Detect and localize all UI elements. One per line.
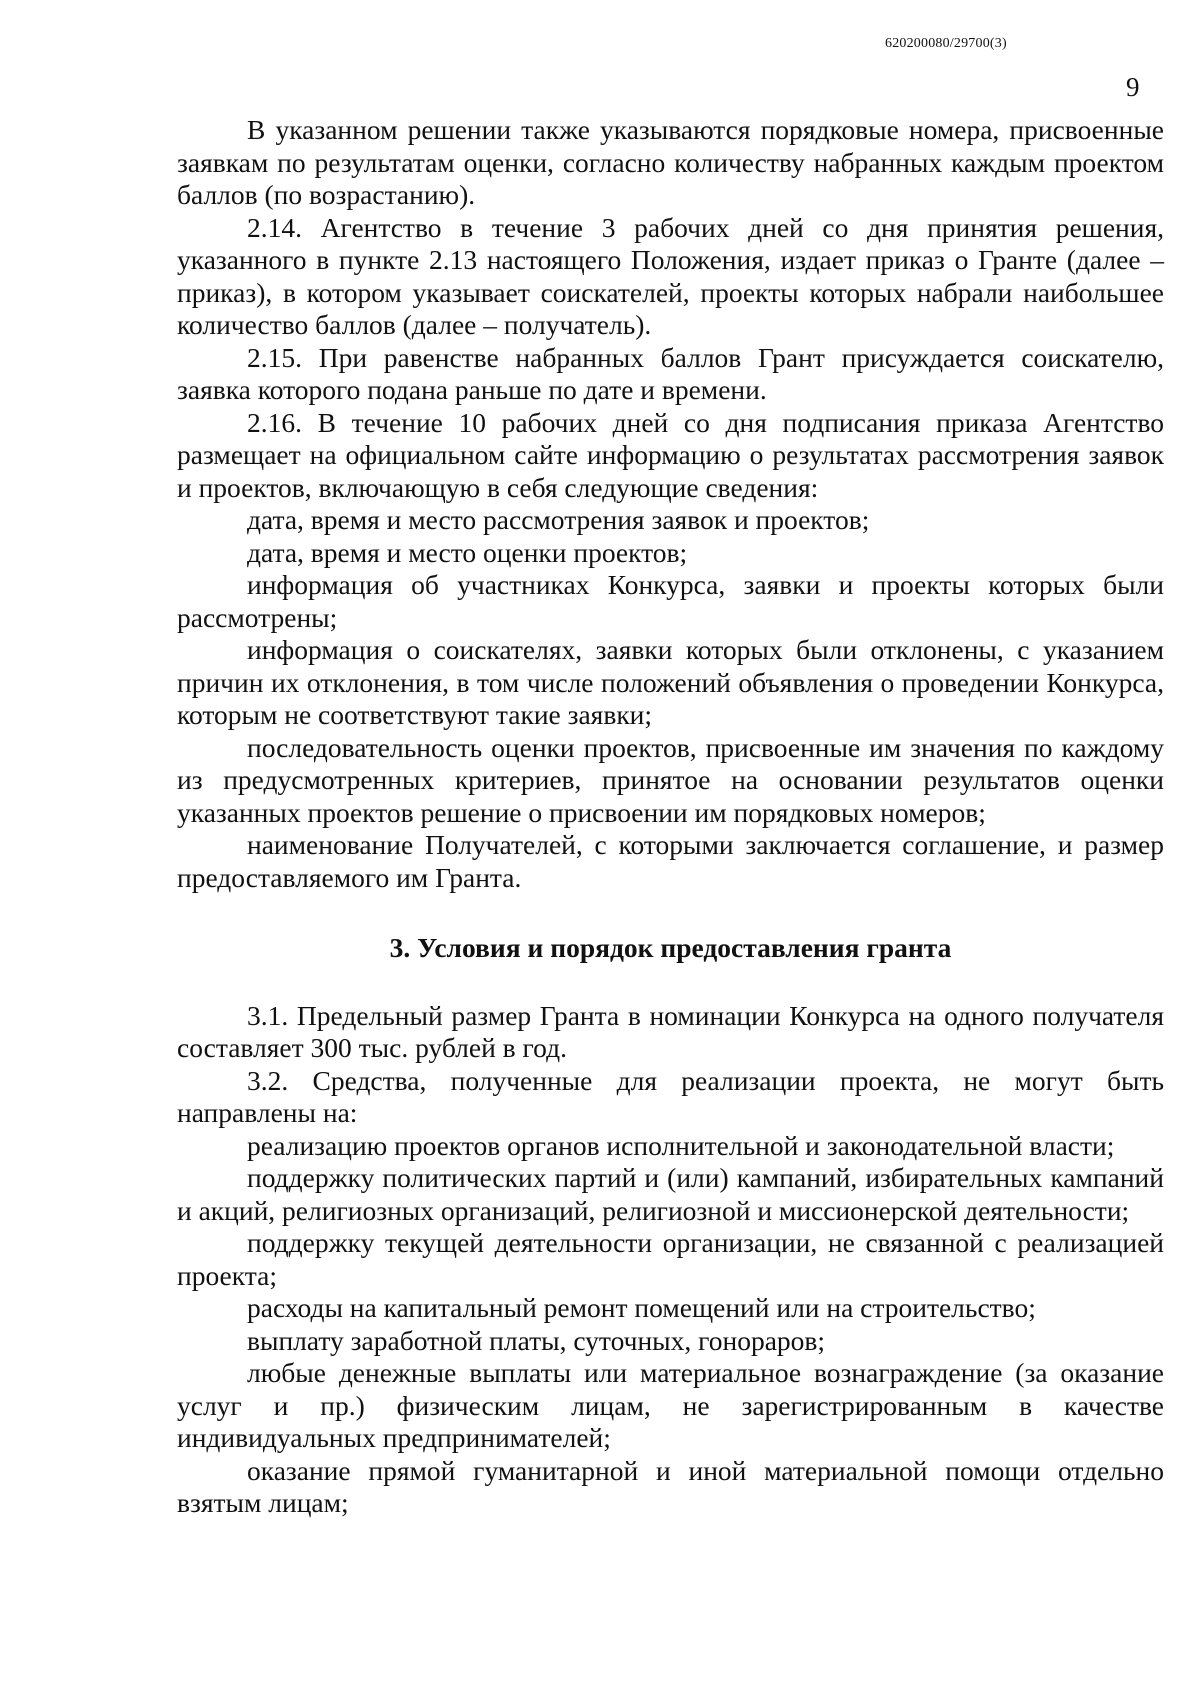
list-item: выплату заработной платы, суточных, гонораров; bbox=[247, 1324, 826, 1356]
list-item: поддержку политических партий и (или) кампаний, избирательных кампаний и акций, религиозных организаций, религиозной и миссионерской деятельности; bbox=[177, 1162, 1164, 1226]
paragraph-3-1: 3.1. Предельный размер Гранта в номинации Конкурса на одного получателя составляет 300 тыс. рублей в год. bbox=[177, 999, 1164, 1063]
list-item: информация о соискателях, заявки которых были отклонены, с указанием причин их отклонения, в том числе положений объявления о проведении Конкурса, которым не соответствуют такие заявки; bbox=[177, 634, 1164, 730]
page-number: 9 bbox=[1126, 72, 1140, 102]
list-item: любые денежные выплаты или материальное вознаграждение (за оказание услуг и пр.) физическим лицам, не зарегистрированным в качестве индивидуальных предпринимателей; bbox=[177, 1357, 1164, 1453]
paragraph-2-14: 2.14. Агентство в течение 3 рабочих дней со дня принятия решения, указанного в пункте 2.13 настоящего Положения, издает приказ о Гранте (далее – приказ), в котором указывает соискателей, проекты которых набрали наибольшее количество баллов (далее – получатель). bbox=[177, 211, 1164, 340]
list-item: последовательность оценки проектов, присвоенные им значения по каждому из предусмотренных критериев, принятое на основании результатов оценки указанных проектов решение о присвоении им порядковых номеров; bbox=[177, 731, 1164, 828]
document-code: 620200080/29700(3) bbox=[885, 36, 1007, 51]
paragraph-2-16: 2.16. В течение 10 рабочих дней со дня подписания приказа Агентство размещает на официальном сайте информацию о результатах рассмотрения заявок и проектов, включающую в себя следующие сведения: bbox=[177, 406, 1164, 503]
paragraph: В указанном решении также указываются порядковые номера, присвоенные заявкам по результатам оценки, согласно количеству набранных каждым проектом баллов (по возрастанию). bbox=[177, 114, 1164, 210]
list-item: дата, время и место рассмотрения заявок и проектов; bbox=[247, 504, 870, 535]
list-item: расходы на капитальный ремонт помещений или на строительство; bbox=[247, 1292, 1036, 1323]
list-item: оказание прямой гуманитарной и иной материальной помощи отдельно взятым лицам; bbox=[177, 1454, 1164, 1518]
list-item: дата, время и место оценки проектов; bbox=[247, 536, 688, 568]
list-item: поддержку текущей деятельности организации, не связанной с реализацией проекта; bbox=[177, 1227, 1164, 1291]
paragraph-2-15: 2.15. При равенстве набранных баллов Грант присуждается соискателю, заявка которого подана раньше по дате и времени. bbox=[177, 341, 1164, 405]
section-title: 3. Условия и порядок предоставления гранта bbox=[389, 932, 952, 963]
paragraph-3-2: 3.2. Средства, полученные для реализации проекта, не могут быть направлены на: bbox=[177, 1064, 1164, 1128]
list-item: наименование Получателей, с которыми заключается соглашение, и размер предоставляемого им Гранта. bbox=[177, 829, 1164, 893]
document-body bbox=[177, 114, 1164, 1520]
list-item: информация об участниках Конкурса, заявки и проекты которых были рассмотрены; bbox=[177, 569, 1164, 633]
list-item: реализацию проектов органов исполнительной и законодательной власти; bbox=[247, 1129, 1115, 1161]
